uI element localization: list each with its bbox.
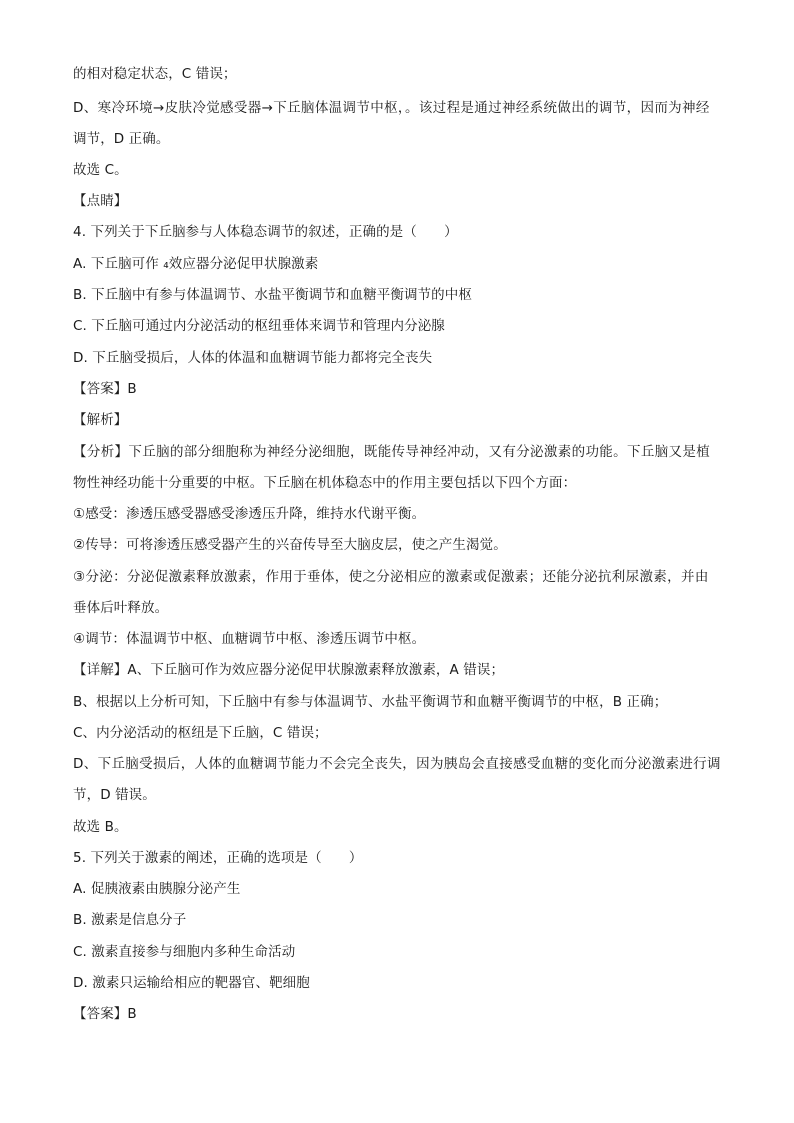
analysis-item-4: ④调节：体温调节中枢、血糖调节中枢、渗透压调节中枢。	[73, 631, 426, 647]
detail-option-c: C、内分泌活动的枢纽是下丘脑，C 错误；	[73, 725, 328, 741]
question-5-option-b: B. 激素是信息分子	[73, 912, 187, 928]
question-4-answer: 【答案】B	[73, 381, 137, 397]
text-line-option-d-explanation: D、寒冷环境→皮肤冷觉感受器→下丘脑体温调节中枢，。该过程是通过神经系统做出的调节，因而为神经	[73, 100, 710, 116]
question-5-stem: 5. 下列关于激素的阐述，正确的选项是（ ）	[73, 850, 363, 866]
text-line-answer-choice: 故选 C。	[73, 162, 128, 178]
question-4-final-choice: 故选 B。	[73, 819, 128, 835]
question-4-stem: 4. 下列关于下丘脑参与人体稳态调节的叙述，正确的是（ ）	[73, 224, 458, 240]
detail-option-d: D、下丘脑受损后，人体的血糖调节能力不会完全丧失，因为胰岛会直接感受血糖的变化而分泌激素进行调	[73, 756, 721, 772]
text-line-previous-conclusion: 的相对稳定状态，C 错误；	[73, 66, 237, 82]
question-4-option-a: A. 下丘脑可作 ₄效应器分泌促甲状腺激素	[73, 256, 319, 272]
analysis-item-3: ③分泌：分泌促激素释放激素，作用于垂体，使之分泌相应的激素或促激素；还能分泌抗利尿激素，并由	[73, 569, 709, 585]
question-5-answer: 【答案】B	[73, 1006, 137, 1022]
detail-option-b: B、根据以上分析可知，下丘脑中有参与体温调节、水盐平衡调节和血糖平衡调节的中枢，B 正确；	[73, 694, 668, 710]
question-5-option-a: A. 促胰液素由胰腺分泌产生	[73, 881, 241, 897]
analysis-item-1: ①感受：渗透压感受器感受渗透压升降，维持水代谢平衡。	[73, 506, 426, 522]
question-5-option-d: D. 激素只运输给相应的靶器官、靶细胞	[73, 975, 310, 991]
analysis-item-3-cont: 垂体后叶释放。	[73, 600, 169, 616]
text-line-option-d-result: 调节，D 正确。	[73, 131, 170, 147]
question-4-option-d: D. 下丘脑受损后，人体的体温和血糖调节能力都将完全丧失	[73, 350, 433, 366]
question-4-option-c: C. 下丘脑可通过内分泌活动的枢纽垂体来调节和管理内分泌腺	[73, 318, 445, 334]
analysis-line-2: 物性神经功能十分重要的中枢。下丘脑在机体稳态中的作用主要包括以下四个方面：	[73, 475, 577, 491]
section-heading-dianjing: 【点睛】	[73, 193, 128, 209]
section-heading-jiexi: 【解析】	[73, 412, 128, 428]
question-5-option-c: C. 激素直接参与细胞内多种生命活动	[73, 944, 296, 960]
analysis-item-2: ②传导：可将渗透压感受器产生的兴奋传导至大脑皮层，使之产生渴觉。	[73, 537, 507, 553]
detail-option-d-cont: 节，D 错误。	[73, 787, 156, 803]
question-4-option-b: B. 下丘脑中有参与体温调节、水盐平衡调节和血糖平衡调节的中枢	[73, 287, 472, 303]
detail-option-a: 【详解】A、下丘脑可作为效应器分泌促甲状腺激素释放激素，A 错误；	[73, 662, 505, 678]
analysis-line-1: 【分析】下丘脑的部分细胞称为神经分泌细胞，既能传导神经冲动，又有分泌激素的功能。下丘脑又是植	[73, 444, 711, 460]
